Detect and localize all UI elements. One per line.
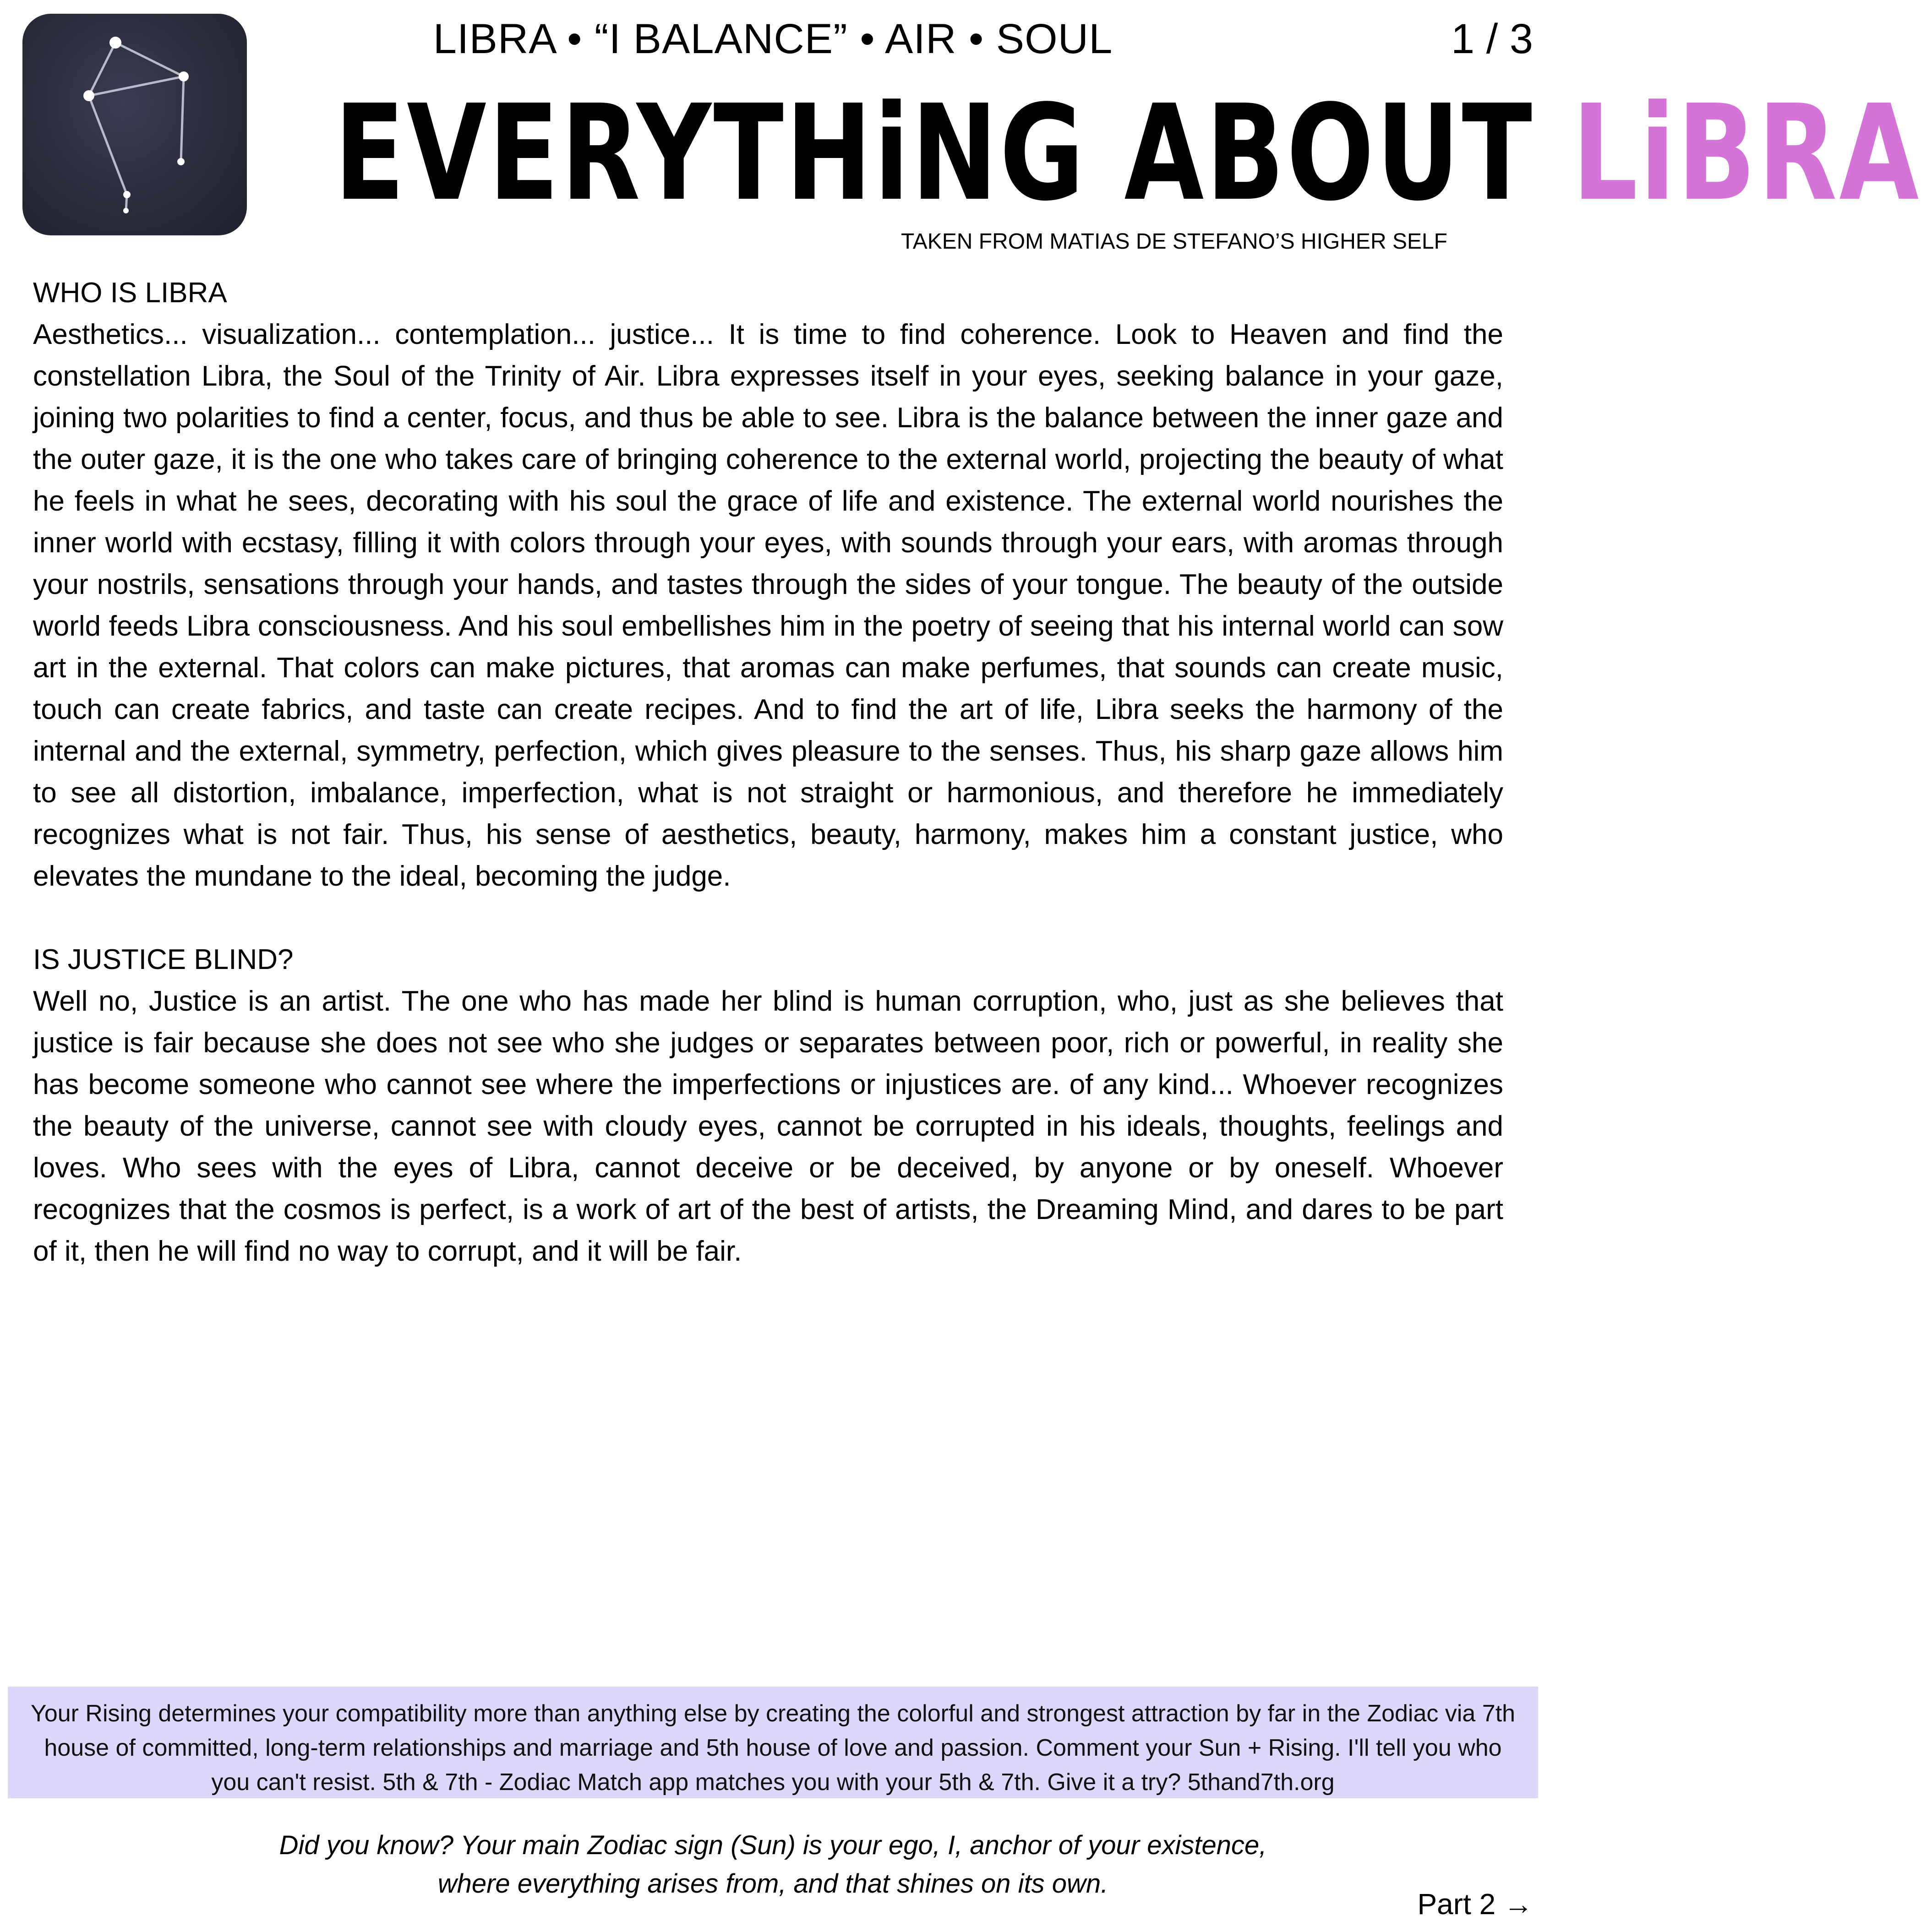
- section-spacer: [33, 897, 1503, 939]
- next-part-link[interactable]: Part 2 →: [1417, 1888, 1533, 1921]
- section-paragraph: Aesthetics... visualization... contemplation... justice... It is time to find coherence. Look to Heaven and find the constellation Libra, the Soul of the Trinity of Air. Libra expresses itself in your eyes, seeking balance in your gaze, joining two polarities to find a center, focus, and thus be able to see. Libra is the balance between the inner gaze and the outer gaze, it is the one who takes care of bringing coherence to the external world, projecting the beauty of what he feels in what he sees, decorating with his soul the grace of life and existence. The external world nourishes the inner world with ecstasy, filling it with colors through your eyes, with sounds through your ears, with aromas through your nostrils, sensations through your hands, and tastes through the sides of your tongue. The beauty of the outside world feeds Libra consciousness. And his soul embellishes him in the poetry of seeing that his internal world can sow art in the external. That colors can make pictures, that aromas can make perfumes, that sounds can create music, touch can create fabrics, and taste can create recipes. And to find the art of life, Libra seeks the harmony of the internal and the external, symmetry, perfection, which gives pleasure to the senses. Thus, his sharp gaze allows him to see all distortion, imbalance, imperfection, what is not straight or harmonious, and therefore he immediately recognizes what is not fair. Thus, his sense of aesthetics, beauty, harmony, makes him a constant justice, who elevates the mundane to the ideal, becoming the judge.: [33, 319, 1503, 892]
- promo-banner: Your Rising determines your compatibility more than anything else by creating the colorful and strongest attraction by far in the Zodiac via 7th house of committed, long-term relationships and marriage and 5th house of love and passion. Comment your Sun + Rising. I'll tell you who you can't resist. 5th & 7th - Zodiac Match app matches you with your 5th & 7th. Give it a try? 5thand7th.org: [8, 1687, 1538, 1798]
- did-you-know-note: [0, 1826, 1546, 1903]
- sign-tagline: LIBRA • “I BALANCE” • AIR • SOUL: [433, 16, 1113, 62]
- page-indicator: 1 / 3: [1451, 16, 1533, 62]
- source-credit: TAKEN FROM MATIAS DE STEFANO’S HIGHER SELF: [900, 229, 1447, 254]
- did-you-know-line-1: Did you know? Your main Zodiac sign (Sun) is your ego, I, anchor of your existence,: [279, 1830, 1267, 1860]
- page-title-accent: LiBRA: [1572, 76, 1921, 230]
- section-who-is-libra: [33, 272, 1503, 897]
- section-paragraph: Well no, Justice is an artist. The one who has made her blind is human corruption, who, just as she believes that justice is fair because she does not see who she judges or separates between poor, rich or powerful, in reality she has become someone who cannot see where the imperfections or injustices are. of any kind... Whoever recognizes the beauty of the universe, cannot see with cloudy eyes, cannot be corrupted in his ideals, thoughts, feelings and loves. Who sees with the eyes of Libra, cannot deceive or be deceived, by anyone or by oneself. Whoever recognizes that the cosmos is perfect, is a work of art of the best of artists, the Dreaming Mind, and dares to be part of it, then he will find no way to corrupt, and it will be fair.: [33, 985, 1503, 1267]
- page-title: [334, 76, 1921, 230]
- page-title-main: EVERYTHiNG ABOUT: [334, 76, 1572, 230]
- article-body: [33, 272, 1503, 1272]
- section-heading: IS JUSTICE BLIND?: [33, 944, 294, 975]
- section-heading: WHO IS LIBRA: [33, 277, 227, 309]
- did-you-know-line-2: where everything arises from, and that shines on its own.: [437, 1869, 1108, 1899]
- section-is-justice-blind: [33, 939, 1503, 1272]
